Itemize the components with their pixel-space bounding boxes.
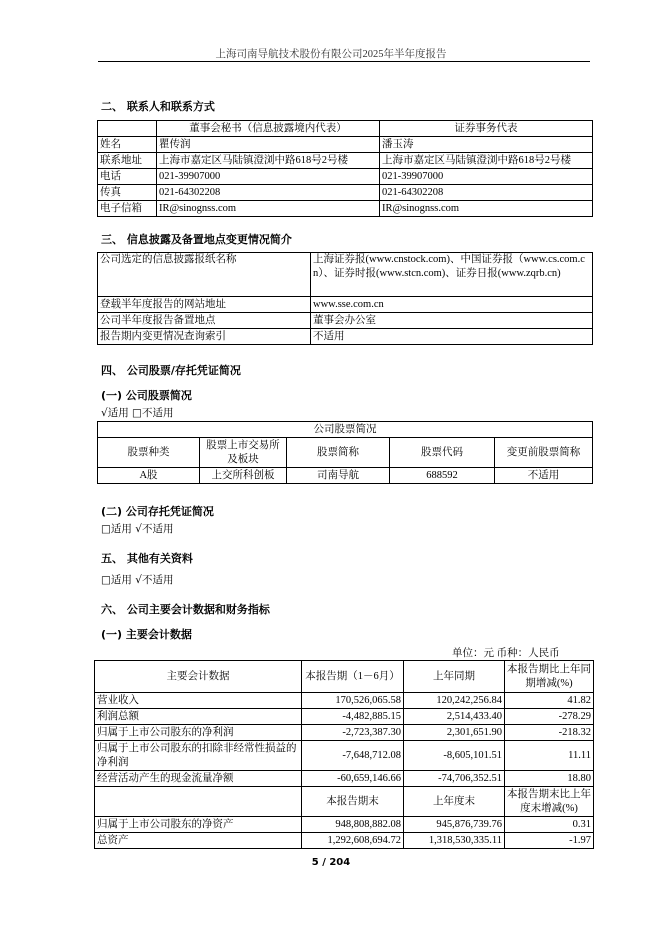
disclosure-label: 公司选定的信息披露报纸名称 (98, 253, 311, 297)
section2-heading: 二、 联系人和联系方式 (101, 100, 215, 113)
col-secretary: 董事会秘书（信息披露境内代表） (157, 121, 380, 137)
acct-value: 2,514,433.40 (404, 709, 505, 725)
disclosure-value: www.sse.com.cn (311, 297, 593, 313)
acct-header: 本报告期末比上年度末增减(%) (505, 787, 594, 817)
acct-change: -1.97 (505, 833, 594, 849)
acct-value: -8,605,101.51 (404, 741, 505, 771)
col-rep: 证券事务代表 (380, 121, 593, 137)
row-rep: 潘玉涛 (380, 137, 593, 153)
stock-cell: A股 (98, 468, 200, 484)
acct-label: 归属于上市公司股东的净资产 (95, 817, 302, 833)
unit-currency: 单位：元 币种：人民币 (452, 648, 560, 659)
acct-label: 经营活动产生的现金流量净额 (95, 771, 302, 787)
acct-change: 18.80 (505, 771, 594, 787)
acct-change: -278.29 (505, 709, 594, 725)
accounting-table (94, 660, 594, 849)
disclosure-table (97, 252, 593, 345)
acct-header-blank (95, 787, 302, 817)
acct-header: 本报告期比上年同期增减(%) (505, 661, 594, 693)
acct-change: 0.31 (505, 817, 594, 833)
stock-header: 股票简称 (287, 438, 390, 468)
stock-cell: 上交所科创板 (200, 468, 287, 484)
row-sec: 上海市嘉定区马陆镇澄浏中路618号2号楼 (157, 153, 380, 169)
row-label: 联系地址 (98, 153, 157, 169)
acct-header: 上年度末 (404, 787, 505, 817)
row-label: 姓名 (98, 137, 157, 153)
acct-label: 总资产 (95, 833, 302, 849)
disclosure-label: 报告期内变更情况查询索引 (98, 329, 311, 345)
acct-value: 120,242,256.84 (404, 693, 505, 709)
acct-value: 2,301,651.90 (404, 725, 505, 741)
row-sec: IR@sinognss.com (157, 201, 380, 217)
row-label: 电话 (98, 169, 157, 185)
stock-header: 股票种类 (98, 438, 200, 468)
section3-heading: 三、 信息披露及备置地点变更情况简介 (101, 233, 292, 246)
disclosure-label: 公司半年度报告备置地点 (98, 313, 311, 329)
disclosure-label: 登载半年度报告的网站地址 (98, 297, 311, 313)
section5-heading: 五、 其他有关资料 (101, 552, 193, 565)
acct-value: -7,648,712.08 (302, 741, 404, 771)
page-number: 5 / 204 (311, 857, 351, 868)
row-rep: 021-64302208 (380, 185, 593, 201)
disclosure-value: 上海证券报(www.cnstock.com)、中国证券报（www.cs.com.cn）、证券时报(www.stcn.com)、证券日报(www.zqrb.cn) (311, 253, 593, 297)
acct-change: -218.32 (505, 725, 594, 741)
row-rep: 上海市嘉定区马陆镇澄浏中路618号2号楼 (380, 153, 593, 169)
acct-label: 利润总额 (95, 709, 302, 725)
stock-table (97, 421, 593, 484)
disclosure-value: 不适用 (311, 329, 593, 345)
stock-header: 变更前股票简称 (495, 438, 593, 468)
acct-value: 945,876,739.76 (404, 817, 505, 833)
section4-heading: 四、 公司股票/存托凭证简况 (101, 364, 241, 377)
section4-sub1-option: √适用 □不适用 (101, 407, 174, 419)
acct-change: 41.82 (505, 693, 594, 709)
stock-header: 股票代码 (390, 438, 495, 468)
stock-header: 股票上市交易所及板块 (200, 438, 287, 468)
disclosure-value: 董事会办公室 (311, 313, 593, 329)
contact-corner-cell (98, 121, 157, 137)
page-header-title: 上海司南导航技术股份有限公司2025年半年度报告 (215, 49, 447, 60)
row-label: 电子信箱 (98, 201, 157, 217)
row-sec: 021-64302208 (157, 185, 380, 201)
section4-sub1: (一) 公司股票简况 (101, 389, 192, 402)
section5-option: □适用 √不适用 (101, 574, 174, 586)
acct-value: 948,808,882.08 (302, 817, 404, 833)
acct-header: 上年同期 (404, 661, 505, 693)
row-sec: 021-39907000 (157, 169, 380, 185)
stock-cell: 司南导航 (287, 468, 390, 484)
row-rep: 021-39907000 (380, 169, 593, 185)
acct-header: 主要会计数据 (95, 661, 302, 693)
stock-cell: 不适用 (495, 468, 593, 484)
section6-sub1: (一) 主要会计数据 (101, 628, 192, 641)
contact-table (97, 120, 593, 217)
acct-label: 归属于上市公司股东的扣除非经常性损益的净利润 (95, 741, 302, 771)
acct-value: -74,706,352.51 (404, 771, 505, 787)
section4-sub2-option: □适用 √不适用 (101, 523, 174, 535)
acct-value: -2,723,387.30 (302, 725, 404, 741)
row-rep: IR@sinognss.com (380, 201, 593, 217)
row-sec: 瞿传润 (157, 137, 380, 153)
section6-heading: 六、 公司主要会计数据和财务指标 (101, 603, 270, 616)
acct-header: 本报告期末 (302, 787, 404, 817)
acct-value: 1,318,530,335.11 (404, 833, 505, 849)
stock-cell: 688592 (390, 468, 495, 484)
acct-change: 11.11 (505, 741, 594, 771)
stock-table-title: 公司股票简况 (98, 422, 593, 438)
acct-header: 本报告期（1－6月） (302, 661, 404, 693)
acct-value: 170,526,065.58 (302, 693, 404, 709)
acct-label: 营业收入 (95, 693, 302, 709)
acct-value: 1,292,608,694.72 (302, 833, 404, 849)
header-divider (98, 61, 590, 62)
section4-sub2: (二) 公司存托凭证简况 (101, 505, 214, 518)
acct-value: -60,659,146.66 (302, 771, 404, 787)
acct-value: -4,482,885.15 (302, 709, 404, 725)
row-label: 传真 (98, 185, 157, 201)
acct-label: 归属于上市公司股东的净利润 (95, 725, 302, 741)
